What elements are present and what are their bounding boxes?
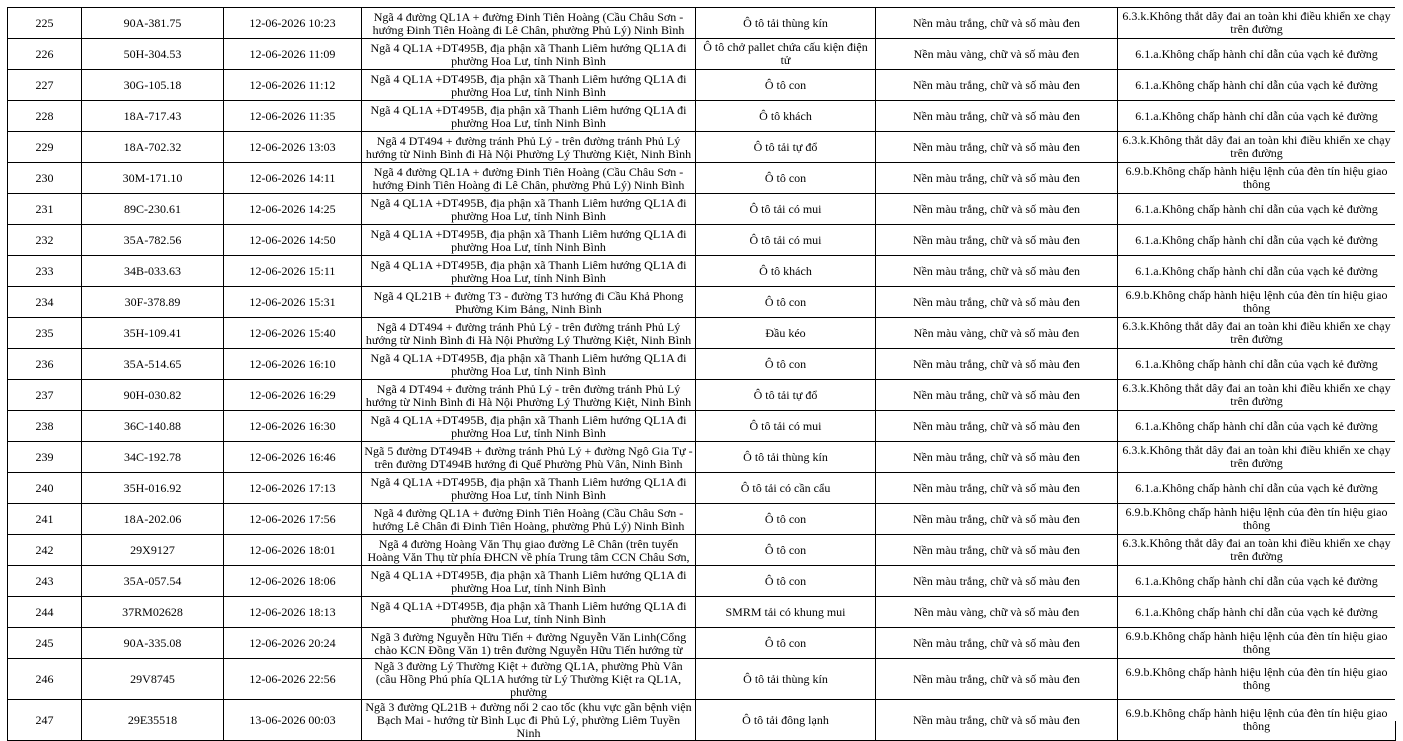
- plate-cell: 35A-782.56: [82, 225, 224, 256]
- location-cell: Ngã 4 QL1A +DT495B, địa phận xã Thanh Liêm hướng QL1A đi phường Hoa Lư, tỉnh Ninh Bình: [362, 194, 696, 225]
- location-cell: Ngã 3 đường QL21B + đường nối 2 cao tốc (khu vực gần bệnh viện Bạch Mai - hướng từ Bình Lục đi Phủ Lý, phường Liêm Tuyền Ninh: [362, 700, 696, 741]
- vehicle-type-cell: Đầu kéo: [696, 318, 876, 349]
- vehicle-type-cell: Ô tô con: [696, 535, 876, 566]
- location-cell: Ngã 4 QL1A +DT495B, địa phận xã Thanh Liêm hướng QL1A đi phường Hoa Lư, tỉnh Ninh Bình: [362, 256, 696, 287]
- location-cell: Ngã 4 đường QL1A + đường Đinh Tiên Hoàng (Cầu Châu Sơn - hướng Đinh Tiên Hoàng đi Lê Chân, phường Phủ Lý) Ninh Bình: [362, 163, 696, 194]
- violation-cell: 6.1.a.Không chấp hành chỉ dẫn của vạch kẻ đường: [1118, 597, 1396, 628]
- plate-cell: 35H-109.41: [82, 318, 224, 349]
- time-cell: 12-06-2026 11:09: [224, 39, 362, 70]
- plate-cell: 35A-057.54: [82, 566, 224, 597]
- plate-cell: 90A-381.75: [82, 8, 224, 39]
- vehicle-type-cell: Ô tô chở pallet chứa cấu kiện điện tử: [696, 39, 876, 70]
- time-cell: 12-06-2026 16:46: [224, 442, 362, 473]
- plate-color-cell: Nền màu trắng, chữ và số màu đen: [876, 132, 1118, 163]
- row-number-cell: 244: [8, 597, 82, 628]
- plate-cell: 36C-140.88: [82, 411, 224, 442]
- location-cell: Ngã 4 QL1A +DT495B, địa phận xã Thanh Liêm hướng QL1A đi phường Hoa Lư, tỉnh Ninh Bình: [362, 597, 696, 628]
- time-cell: 12-06-2026 15:11: [224, 256, 362, 287]
- plate-cell: 37RM02628: [82, 597, 224, 628]
- table-row: [8, 256, 1396, 287]
- location-cell: Ngã 4 đường Hoàng Văn Thụ giao đường Lê Chân (trên tuyến Hoàng Văn Thụ từ phía ĐHCN về phía Trung tâm CCN Châu Sơn,: [362, 535, 696, 566]
- time-cell: 12-06-2026 16:29: [224, 380, 362, 411]
- row-number-cell: 226: [8, 39, 82, 70]
- plate-cell: 35A-514.65: [82, 349, 224, 380]
- vehicle-type-cell: Ô tô tải thùng kín: [696, 8, 876, 39]
- row-number-cell: 241: [8, 504, 82, 535]
- vehicle-type-cell: Ô tô khách: [696, 101, 876, 132]
- time-cell: 12-06-2026 10:23: [224, 8, 362, 39]
- location-cell: Ngã 5 đường DT494B + đường tránh Phủ Lý + đường Ngô Gia Tự - trên đường DT494B hướng đi Quế Phường Phù Vân, Ninh Bình: [362, 442, 696, 473]
- vehicle-type-cell: SMRM tải có khung mui: [696, 597, 876, 628]
- table-row: [8, 39, 1396, 70]
- time-cell: 12-06-2026 15:40: [224, 318, 362, 349]
- location-cell: Ngã 4 QL1A +DT495B, địa phận xã Thanh Liêm hướng QL1A đi phường Hoa Lư, tỉnh Ninh Bình: [362, 566, 696, 597]
- right-edge: [1395, 0, 1403, 721]
- row-number-cell: 232: [8, 225, 82, 256]
- row-number-cell: 240: [8, 473, 82, 504]
- violation-cell: 6.3.k.Không thắt dây đai an toàn khi điều khiển xe chạy trên đường: [1118, 318, 1396, 349]
- table-row: [8, 101, 1396, 132]
- plate-color-cell: Nền màu trắng, chữ và số màu đen: [876, 380, 1118, 411]
- vehicle-type-cell: Ô tô tải có mui: [696, 194, 876, 225]
- violation-cell: 6.9.b.Không chấp hành hiệu lệnh của đèn tín hiệu giao thông: [1118, 287, 1396, 318]
- plate-cell: 90H-030.82: [82, 380, 224, 411]
- location-cell: Ngã 4 đường QL1A + đường Đinh Tiên Hoàng (Cầu Châu Sơn - hướng Lê Chân đi Đinh Tiên Hoàng, phường Phủ Lý) Ninh Bình: [362, 504, 696, 535]
- vehicle-type-cell: Ô tô tải có cần cẩu: [696, 473, 876, 504]
- violation-cell: 6.1.a.Không chấp hành chỉ dẫn của vạch kẻ đường: [1118, 349, 1396, 380]
- table-row: [8, 597, 1396, 628]
- vehicle-type-cell: Ô tô con: [696, 70, 876, 101]
- violation-cell: 6.1.a.Không chấp hành chỉ dẫn của vạch kẻ đường: [1118, 39, 1396, 70]
- plate-color-cell: Nền màu trắng, chữ và số màu đen: [876, 70, 1118, 101]
- time-cell: 12-06-2026 18:01: [224, 535, 362, 566]
- plate-color-cell: Nền màu trắng, chữ và số màu đen: [876, 225, 1118, 256]
- plate-color-cell: Nền màu trắng, chữ và số màu đen: [876, 442, 1118, 473]
- plate-cell: 29E35518: [82, 700, 224, 741]
- violation-table: [7, 7, 1396, 741]
- time-cell: 12-06-2026 11:35: [224, 101, 362, 132]
- time-cell: 12-06-2026 18:06: [224, 566, 362, 597]
- row-number-cell: 231: [8, 194, 82, 225]
- plate-color-cell: Nền màu trắng, chữ và số màu đen: [876, 194, 1118, 225]
- table-row: [8, 132, 1396, 163]
- table-row: [8, 535, 1396, 566]
- plate-color-cell: Nền màu trắng, chữ và số màu đen: [876, 163, 1118, 194]
- time-cell: 12-06-2026 16:30: [224, 411, 362, 442]
- row-number-cell: 246: [8, 659, 82, 700]
- table-row: [8, 163, 1396, 194]
- table-row: [8, 504, 1396, 535]
- plate-cell: 50H-304.53: [82, 39, 224, 70]
- plate-cell: 30G-105.18: [82, 70, 224, 101]
- vehicle-type-cell: Ô tô tải tự đổ: [696, 132, 876, 163]
- plate-color-cell: Nền màu trắng, chữ và số màu đen: [876, 8, 1118, 39]
- location-cell: Ngã 4 QL1A +DT495B, địa phận xã Thanh Liêm hướng QL1A đi phường Hoa Lư, tỉnh Ninh Bình: [362, 411, 696, 442]
- time-cell: 12-06-2026 14:25: [224, 194, 362, 225]
- plate-color-cell: Nền màu trắng, chữ và số màu đen: [876, 256, 1118, 287]
- row-number-cell: 239: [8, 442, 82, 473]
- violation-cell: 6.1.a.Không chấp hành chỉ dẫn của vạch kẻ đường: [1118, 70, 1396, 101]
- plate-color-cell: Nền màu trắng, chữ và số màu đen: [876, 101, 1118, 132]
- plate-color-cell: Nền màu trắng, chữ và số màu đen: [876, 411, 1118, 442]
- time-cell: 12-06-2026 11:12: [224, 70, 362, 101]
- row-number-cell: 243: [8, 566, 82, 597]
- row-number-cell: 233: [8, 256, 82, 287]
- plate-cell: 18A-702.32: [82, 132, 224, 163]
- vehicle-type-cell: Ô tô con: [696, 287, 876, 318]
- row-number-cell: 238: [8, 411, 82, 442]
- table-row: [8, 194, 1396, 225]
- violation-cell: 6.1.a.Không chấp hành chỉ dẫn của vạch kẻ đường: [1118, 194, 1396, 225]
- time-cell: 12-06-2026 14:50: [224, 225, 362, 256]
- row-number-cell: 237: [8, 380, 82, 411]
- time-cell: 12-06-2026 16:10: [224, 349, 362, 380]
- location-cell: Ngã 4 đường QL1A + đường Đinh Tiên Hoàng (Cầu Châu Sơn - hướng Đinh Tiên Hoàng đi Lê Chân, phường Phủ Lý) Ninh Bình: [362, 8, 696, 39]
- vehicle-type-cell: Ô tô con: [696, 163, 876, 194]
- plate-color-cell: Nền màu trắng, chữ và số màu đen: [876, 349, 1118, 380]
- time-cell: 12-06-2026 20:24: [224, 628, 362, 659]
- violation-cell: 6.1.a.Không chấp hành chỉ dẫn của vạch kẻ đường: [1118, 225, 1396, 256]
- location-cell: Ngã 4 QL1A +DT495B, địa phận xã Thanh Liêm hướng QL1A đi phường Hoa Lư, tỉnh Ninh Bình: [362, 70, 696, 101]
- row-number-cell: 234: [8, 287, 82, 318]
- table-row: [8, 411, 1396, 442]
- plate-color-cell: Nền màu trắng, chữ và số màu đen: [876, 535, 1118, 566]
- location-cell: Ngã 4 QL1A +DT495B, địa phận xã Thanh Liêm hướng QL1A đi phường Hoa Lư, tỉnh Ninh Bình: [362, 349, 696, 380]
- row-number-cell: 228: [8, 101, 82, 132]
- time-cell: 13-06-2026 00:03: [224, 700, 362, 741]
- table-row: [8, 700, 1396, 741]
- time-cell: 12-06-2026 18:13: [224, 597, 362, 628]
- plate-cell: 29X9127: [82, 535, 224, 566]
- violation-cell: 6.3.k.Không thắt dây đai an toàn khi điều khiển xe chạy trên đường: [1118, 535, 1396, 566]
- violation-cell: 6.1.a.Không chấp hành chỉ dẫn của vạch kẻ đường: [1118, 101, 1396, 132]
- vehicle-type-cell: Ô tô tải thùng kín: [696, 442, 876, 473]
- plate-cell: 90A-335.08: [82, 628, 224, 659]
- violation-cell: 6.1.a.Không chấp hành chỉ dẫn của vạch kẻ đường: [1118, 411, 1396, 442]
- location-cell: Ngã 3 đường Nguyễn Hữu Tiến + đường Nguyễn Văn Linh(Cổng chào KCN Đồng Văn 1) trên đường Nguyễn Hữu Tiến hướng từ: [362, 628, 696, 659]
- plate-cell: 29V8745: [82, 659, 224, 700]
- plate-cell: 34C-192.78: [82, 442, 224, 473]
- row-number-cell: 245: [8, 628, 82, 659]
- vehicle-type-cell: Ô tô tải thùng kín: [696, 659, 876, 700]
- location-cell: Ngã 4 QL1A +DT495B, địa phận xã Thanh Liêm hướng QL1A đi phường Hoa Lư, tỉnh Ninh Bình: [362, 39, 696, 70]
- vehicle-type-cell: Ô tô con: [696, 566, 876, 597]
- plate-cell: 30M-171.10: [82, 163, 224, 194]
- plate-cell: 34B-033.63: [82, 256, 224, 287]
- plate-cell: 18A-717.43: [82, 101, 224, 132]
- row-number-cell: 225: [8, 8, 82, 39]
- plate-cell: 30F-378.89: [82, 287, 224, 318]
- vehicle-type-cell: Ô tô tải tự đổ: [696, 380, 876, 411]
- location-cell: Ngã 4 QL21B + đường T3 - đường T3 hướng đi Cầu Khả Phong Phường Kim Bảng, Ninh Bình: [362, 287, 696, 318]
- violation-cell: 6.9.b.Không chấp hành hiệu lệnh của đèn tín hiệu giao thông: [1118, 700, 1396, 741]
- violation-cell: 6.9.b.Không chấp hành hiệu lệnh của đèn tín hiệu giao thông: [1118, 163, 1396, 194]
- time-cell: 12-06-2026 13:03: [224, 132, 362, 163]
- location-cell: Ngã 3 đường Lý Thường Kiệt + đường QL1A, phường Phù Vân (cầu Hồng Phú phía QL1A hướng từ Lý Thường Kiệt ra QL1A, phường: [362, 659, 696, 700]
- plate-color-cell: Nền màu trắng, chữ và số màu đen: [876, 700, 1118, 741]
- vehicle-type-cell: Ô tô khách: [696, 256, 876, 287]
- violation-cell: 6.3.k.Không thắt dây đai an toàn khi điều khiển xe chạy trên đường: [1118, 380, 1396, 411]
- plate-cell: 89C-230.61: [82, 194, 224, 225]
- location-cell: Ngã 4 QL1A +DT495B, địa phận xã Thanh Liêm hướng QL1A đi phường Hoa Lư, tỉnh Ninh Bình: [362, 225, 696, 256]
- row-number-cell: 227: [8, 70, 82, 101]
- location-cell: Ngã 4 DT494 + đường tránh Phủ Lý - trên đường tránh Phủ Lý hướng từ Ninh Bình đi Hà Nội Phường Lý Thường Kiệt, Ninh Bình: [362, 318, 696, 349]
- table-row: [8, 473, 1396, 504]
- row-number-cell: 242: [8, 535, 82, 566]
- table-row: [8, 442, 1396, 473]
- plate-color-cell: Nền màu trắng, chữ và số màu đen: [876, 659, 1118, 700]
- table-row: [8, 287, 1396, 318]
- plate-color-cell: Nền màu trắng, chữ và số màu đen: [876, 566, 1118, 597]
- time-cell: 12-06-2026 14:11: [224, 163, 362, 194]
- plate-cell: 35H-016.92: [82, 473, 224, 504]
- vehicle-type-cell: Ô tô tải đông lạnh: [696, 700, 876, 741]
- time-cell: 12-06-2026 22:56: [224, 659, 362, 700]
- plate-color-cell: Nền màu trắng, chữ và số màu đen: [876, 287, 1118, 318]
- table-row: [8, 8, 1396, 39]
- vehicle-type-cell: Ô tô tải có mui: [696, 411, 876, 442]
- violation-cell: 6.1.a.Không chấp hành chỉ dẫn của vạch kẻ đường: [1118, 566, 1396, 597]
- violation-cell: 6.3.k.Không thắt dây đai an toàn khi điều khiển xe chạy trên đường: [1118, 132, 1396, 163]
- violation-cell: 6.1.a.Không chấp hành chỉ dẫn của vạch kẻ đường: [1118, 473, 1396, 504]
- violation-cell: 6.9.b.Không chấp hành hiệu lệnh của đèn tín hiệu giao thông: [1118, 628, 1396, 659]
- vehicle-type-cell: Ô tô con: [696, 504, 876, 535]
- table-row: [8, 566, 1396, 597]
- vehicle-type-cell: Ô tô con: [696, 628, 876, 659]
- table-body: [8, 8, 1396, 741]
- row-number-cell: 236: [8, 349, 82, 380]
- plate-color-cell: Nền màu vàng, chữ và số màu đen: [876, 597, 1118, 628]
- violation-cell: 6.1.a.Không chấp hành chỉ dẫn của vạch kẻ đường: [1118, 256, 1396, 287]
- location-cell: Ngã 4 DT494 + đường tránh Phủ Lý - trên đường tránh Phủ Lý hướng từ Ninh Bình đi Hà Nội Phường Lý Thường Kiệt, Ninh Bình: [362, 380, 696, 411]
- location-cell: Ngã 4 QL1A +DT495B, địa phận xã Thanh Liêm hướng QL1A đi phường Hoa Lư, tỉnh Ninh Bình: [362, 473, 696, 504]
- plate-color-cell: Nền màu vàng, chữ và số màu đen: [876, 39, 1118, 70]
- table-row: [8, 349, 1396, 380]
- table-row: [8, 380, 1396, 411]
- plate-cell: 18A-202.06: [82, 504, 224, 535]
- table-row: [8, 70, 1396, 101]
- time-cell: 12-06-2026 17:56: [224, 504, 362, 535]
- row-number-cell: 230: [8, 163, 82, 194]
- location-cell: Ngã 4 QL1A +DT495B, địa phận xã Thanh Liêm hướng QL1A đi phường Hoa Lư, tỉnh Ninh Bình: [362, 101, 696, 132]
- violation-cell: 6.9.b.Không chấp hành hiệu lệnh của đèn tín hiệu giao thông: [1118, 504, 1396, 535]
- row-number-cell: 229: [8, 132, 82, 163]
- plate-color-cell: Nền màu trắng, chữ và số màu đen: [876, 628, 1118, 659]
- location-cell: Ngã 4 DT494 + đường tránh Phủ Lý - trên đường tránh Phủ Lý hướng từ Ninh Bình đi Hà Nội Phường Lý Thường Kiệt, Ninh Bình: [362, 132, 696, 163]
- table-row: [8, 659, 1396, 700]
- plate-color-cell: Nền màu trắng, chữ và số màu đen: [876, 473, 1118, 504]
- row-number-cell: 247: [8, 700, 82, 741]
- vehicle-type-cell: Ô tô con: [696, 349, 876, 380]
- table-row: [8, 318, 1396, 349]
- vehicle-type-cell: Ô tô tải có mui: [696, 225, 876, 256]
- violation-cell: 6.3.k.Không thắt dây đai an toàn khi điều khiển xe chạy trên đường: [1118, 8, 1396, 39]
- row-number-cell: 235: [8, 318, 82, 349]
- plate-color-cell: Nền màu trắng, chữ và số màu đen: [876, 504, 1118, 535]
- table-row: [8, 225, 1396, 256]
- time-cell: 12-06-2026 17:13: [224, 473, 362, 504]
- violation-cell: 6.9.b.Không chấp hành hiệu lệnh của đèn tín hiệu giao thông: [1118, 659, 1396, 700]
- plate-color-cell: Nền màu vàng, chữ và số màu đen: [876, 318, 1118, 349]
- time-cell: 12-06-2026 15:31: [224, 287, 362, 318]
- table-row: [8, 628, 1396, 659]
- violation-cell: 6.3.k.Không thắt dây đai an toàn khi điều khiển xe chạy trên đường: [1118, 442, 1396, 473]
